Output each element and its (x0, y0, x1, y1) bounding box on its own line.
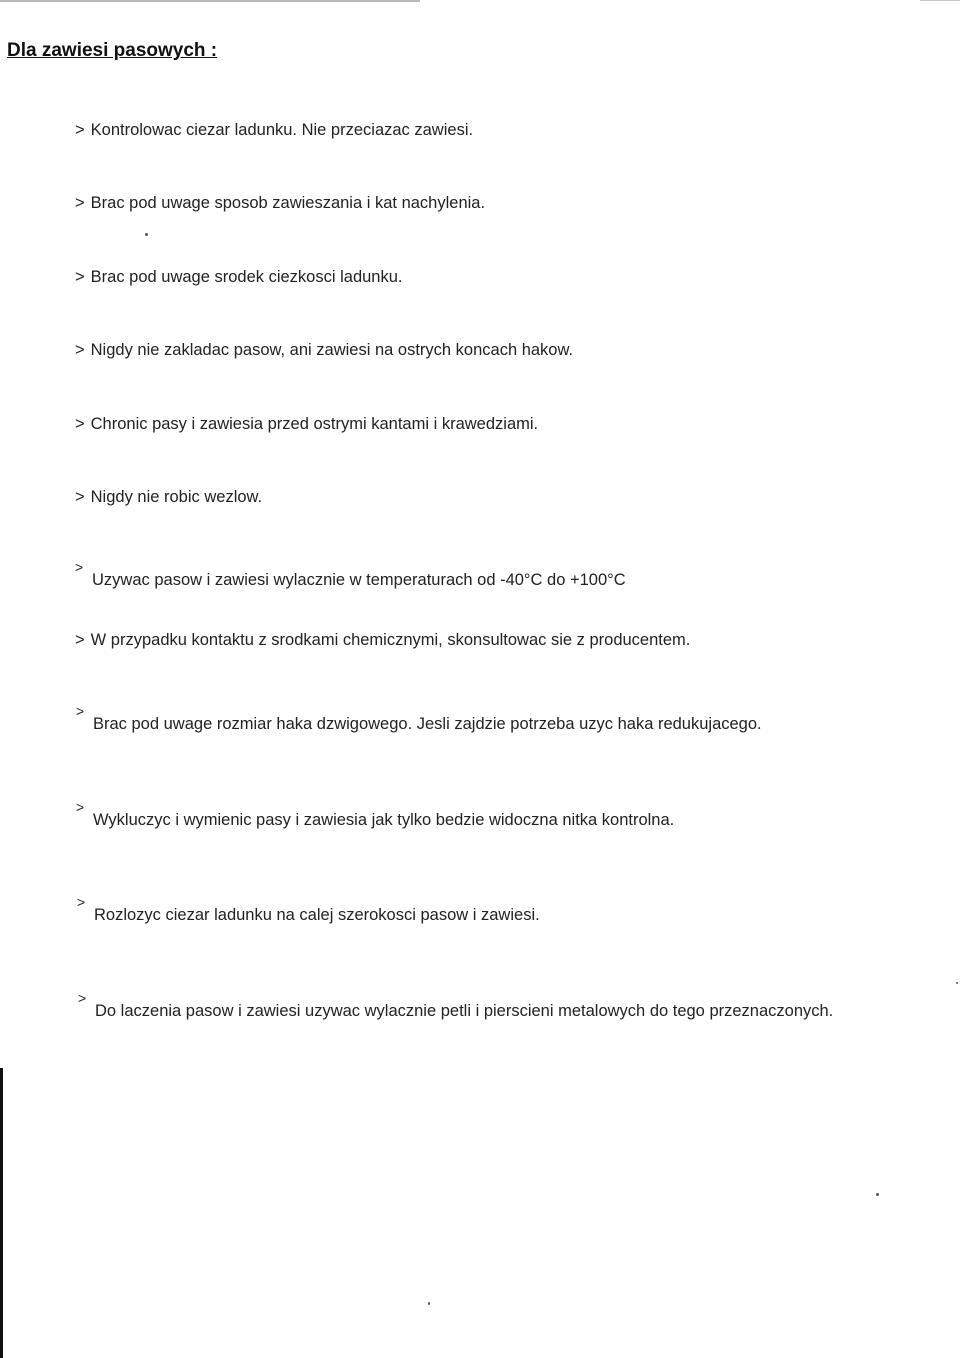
bullet-marker: > (75, 415, 85, 433)
list-item-text: Rozlozyc ciezar ladunku na calej szerokosci pasow i zawiesi. (94, 906, 540, 924)
bullet-marker: > (77, 894, 86, 910)
list-item (75, 631, 690, 650)
bullet-marker: > (76, 799, 85, 815)
list-item-text: Brac pod uwage sposob zawieszania i kat nachylenia. (90, 194, 486, 212)
list-item (77, 894, 540, 925)
list-item-text: W przypadku kontaktu z srodkami chemicznymi, skonsultowac sie z producentem. (90, 631, 691, 649)
bullet-marker: > (75, 268, 85, 286)
list-item (75, 559, 626, 590)
list-item (76, 799, 675, 830)
bullet-marker: > (76, 703, 85, 719)
list-item-text: Brac pod uwage srodek ciezkosci ladunku. (90, 268, 403, 286)
list-item-text: Wykluczyc i wymienic pasy i zawiesia jak tylko bedzie widoczna nitka kontrolna. (93, 811, 675, 829)
list-item-text: Brac pod uwage rozmiar haka dzwigowego. Jesli zajdzie potrzeba uzyc haka redukujacego. (93, 715, 762, 733)
list-item (78, 990, 834, 1021)
scan-edge-bar (0, 1068, 3, 1358)
scan-edge-line (0, 0, 420, 2)
list-item (76, 703, 762, 734)
list-item-text: Nigdy nie robic wezlow. (90, 488, 263, 506)
list-item (75, 194, 485, 213)
list-item (75, 121, 473, 140)
bullet-marker: > (75, 559, 84, 575)
scan-speck (956, 982, 958, 984)
bullet-marker: > (75, 121, 85, 139)
bullet-marker: > (75, 488, 85, 506)
list-item-text: Do laczenia pasow i zawiesi uzywac wylacznie petli i pierscieni metalowych do tego przeznaczonych. (95, 1002, 834, 1020)
list-item (75, 341, 573, 360)
bullet-marker: > (75, 341, 85, 359)
list-item-text: Uzywac pasow i zawiesi wylacznie w temperaturach od -40°C do +100°C (92, 571, 626, 589)
list-item-text: Nigdy nie zakladac pasow, ani zawiesi na ostrych koncach hakow. (90, 341, 574, 359)
bullet-marker: > (78, 990, 87, 1006)
bullet-marker: > (75, 194, 85, 212)
scan-speck (428, 1302, 430, 1305)
list-item-text: Kontrolowac ciezar ladunku. Nie przeciazac zawiesi. (90, 121, 474, 139)
scan-speck (145, 233, 148, 236)
scan-edge-line-right (920, 0, 960, 1)
list-item (75, 488, 262, 507)
scan-speck (876, 1193, 879, 1196)
page-title: Dla zawiesi pasowych : (7, 40, 218, 61)
bullet-marker: > (75, 631, 85, 649)
list-item (75, 415, 538, 434)
list-item (75, 268, 402, 287)
list-item-text: Chronic pasy i zawiesia przed ostrymi kantami i krawedziami. (90, 415, 539, 433)
